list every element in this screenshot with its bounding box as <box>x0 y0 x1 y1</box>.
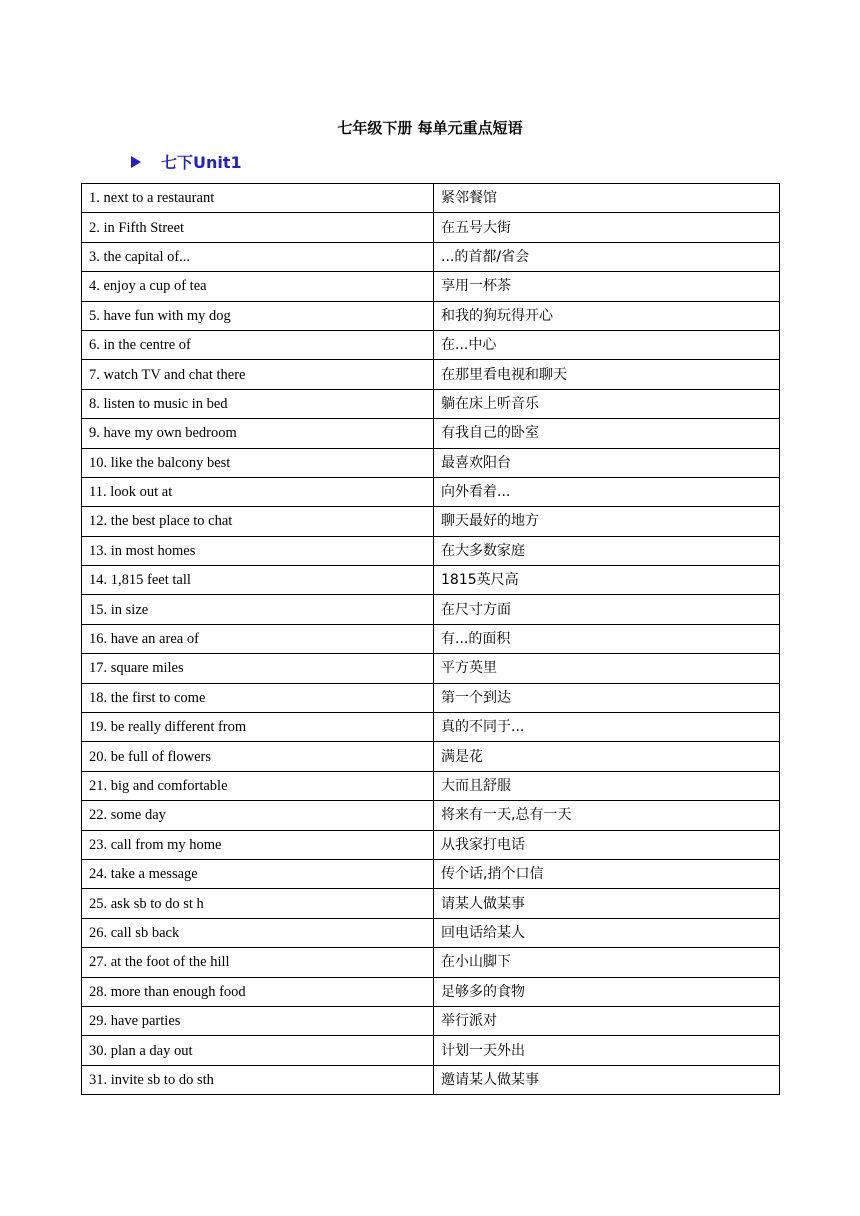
phrase-english-cell: 18. the first to come <box>82 683 434 712</box>
table-row <box>82 918 780 947</box>
table-row <box>82 301 780 330</box>
phrase-chinese-cell: 在那里看电视和聊天 <box>434 360 780 389</box>
table-row <box>82 830 780 859</box>
phrase-chinese-cell: 邀请某人做某事 <box>434 1065 780 1094</box>
table-row <box>82 419 780 448</box>
phrase-english-cell: 24. take a message <box>82 859 434 888</box>
phrase-english-cell: 23. call from my home <box>82 830 434 859</box>
table-row <box>82 389 780 418</box>
phrase-english-cell: 29. have parties <box>82 1006 434 1035</box>
phrase-chinese-cell: 第一个到达 <box>434 683 780 712</box>
phrase-chinese-cell: 从我家打电话 <box>434 830 780 859</box>
phrase-english-cell: 21. big and comfortable <box>82 771 434 800</box>
phrase-english-cell: 14. 1,815 feet tall <box>82 566 434 595</box>
phrase-chinese-cell: 聊天最好的地方 <box>434 507 780 536</box>
phrase-chinese-cell: 满是花 <box>434 742 780 771</box>
phrase-english-cell: 26. call sb back <box>82 918 434 947</box>
phrase-english-cell: 22. some day <box>82 801 434 830</box>
table-row <box>82 360 780 389</box>
phrase-english-cell: 3. the capital of... <box>82 242 434 271</box>
table-row <box>82 448 780 477</box>
phrase-english-cell: 16. have an area of <box>82 624 434 653</box>
table-row <box>82 889 780 918</box>
table-row <box>82 242 780 271</box>
phrase-english-cell: 4. enjoy a cup of tea <box>82 272 434 301</box>
phrase-english-cell: 27. at the foot of the hill <box>82 948 434 977</box>
phrase-english-cell: 31. invite sb to do sth <box>82 1065 434 1094</box>
table-row <box>82 683 780 712</box>
phrase-chinese-cell: 平方英里 <box>434 654 780 683</box>
phrase-chinese-cell: 在大多数家庭 <box>434 536 780 565</box>
phrase-english-cell: 1. next to a restaurant <box>82 184 434 213</box>
phrase-english-cell: 20. be full of flowers <box>82 742 434 771</box>
table-row <box>82 713 780 742</box>
phrase-english-cell: 28. more than enough food <box>82 977 434 1006</box>
table-row <box>82 771 780 800</box>
table-row <box>82 1006 780 1035</box>
table-row <box>82 272 780 301</box>
phrase-chinese-cell: 在...中心 <box>434 330 780 359</box>
phrase-chinese-cell: 大而且舒服 <box>434 771 780 800</box>
phrase-english-cell: 7. watch TV and chat there <box>82 360 434 389</box>
phrase-chinese-cell: 传个话,捎个口信 <box>434 859 780 888</box>
phrase-english-cell: 9. have my own bedroom <box>82 419 434 448</box>
phrase-chinese-cell: 举行派对 <box>434 1006 780 1035</box>
phrase-english-cell: 11. look out at <box>82 477 434 506</box>
phrase-chinese-cell: 计划一天外出 <box>434 1036 780 1065</box>
table-row <box>82 801 780 830</box>
phrase-chinese-cell: 在尺寸方面 <box>434 595 780 624</box>
table-row <box>82 566 780 595</box>
phrase-chinese-cell: 1815英尺高 <box>434 566 780 595</box>
table-row <box>82 742 780 771</box>
phrase-chinese-cell: 真的不同于... <box>434 713 780 742</box>
table-row <box>82 536 780 565</box>
table-row <box>82 859 780 888</box>
table-row <box>82 184 780 213</box>
table-row <box>82 213 780 242</box>
phrase-chinese-cell: 在小山脚下 <box>434 948 780 977</box>
phrase-english-cell: 15. in size <box>82 595 434 624</box>
phrase-english-cell: 10. like the balcony best <box>82 448 434 477</box>
phrase-english-cell: 8. listen to music in bed <box>82 389 434 418</box>
phrase-chinese-cell: 和我的狗玩得开心 <box>434 301 780 330</box>
table-row <box>82 477 780 506</box>
table-row <box>82 1065 780 1094</box>
phrase-table <box>81 183 780 1095</box>
phrase-english-cell: 25. ask sb to do st h <box>82 889 434 918</box>
section-heading-label: 七下Unit1 <box>161 153 242 172</box>
phrase-chinese-cell: 有...的面积 <box>434 624 780 653</box>
table-row <box>82 948 780 977</box>
page-title: 七年级下册 每单元重点短语 <box>337 119 523 137</box>
phrase-english-cell: 13. in most homes <box>82 536 434 565</box>
table-row <box>82 595 780 624</box>
table-row <box>82 624 780 653</box>
phrase-chinese-cell: 享用一杯茶 <box>434 272 780 301</box>
phrase-english-cell: 17. square miles <box>82 654 434 683</box>
table-row <box>82 507 780 536</box>
phrase-english-cell: 30. plan a day out <box>82 1036 434 1065</box>
table-row <box>82 654 780 683</box>
section-heading <box>131 150 242 173</box>
arrow-bullet-icon <box>131 156 141 168</box>
phrase-chinese-cell: 向外看着... <box>434 477 780 506</box>
phrase-chinese-cell: 紧邻餐馆 <box>434 184 780 213</box>
phrase-chinese-cell: 请某人做某事 <box>434 889 780 918</box>
table-row <box>82 1036 780 1065</box>
phrase-chinese-cell: 将来有一天,总有一天 <box>434 801 780 830</box>
phrase-chinese-cell: 躺在床上听音乐 <box>434 389 780 418</box>
table-row <box>82 330 780 359</box>
phrase-chinese-cell: ...的首都/省会 <box>434 242 780 271</box>
phrase-chinese-cell: 最喜欢阳台 <box>434 448 780 477</box>
phrase-chinese-cell: 回电话给某人 <box>434 918 780 947</box>
phrase-english-cell: 12. the best place to chat <box>82 507 434 536</box>
phrase-table-body <box>82 184 780 1095</box>
phrase-chinese-cell: 在五号大街 <box>434 213 780 242</box>
phrase-english-cell: 5. have fun with my dog <box>82 301 434 330</box>
phrase-chinese-cell: 足够多的食物 <box>434 977 780 1006</box>
table-row <box>82 977 780 1006</box>
phrase-chinese-cell: 有我自己的卧室 <box>434 419 780 448</box>
phrase-english-cell: 19. be really different from <box>82 713 434 742</box>
phrase-english-cell: 6. in the centre of <box>82 330 434 359</box>
phrase-english-cell: 2. in Fifth Street <box>82 213 434 242</box>
